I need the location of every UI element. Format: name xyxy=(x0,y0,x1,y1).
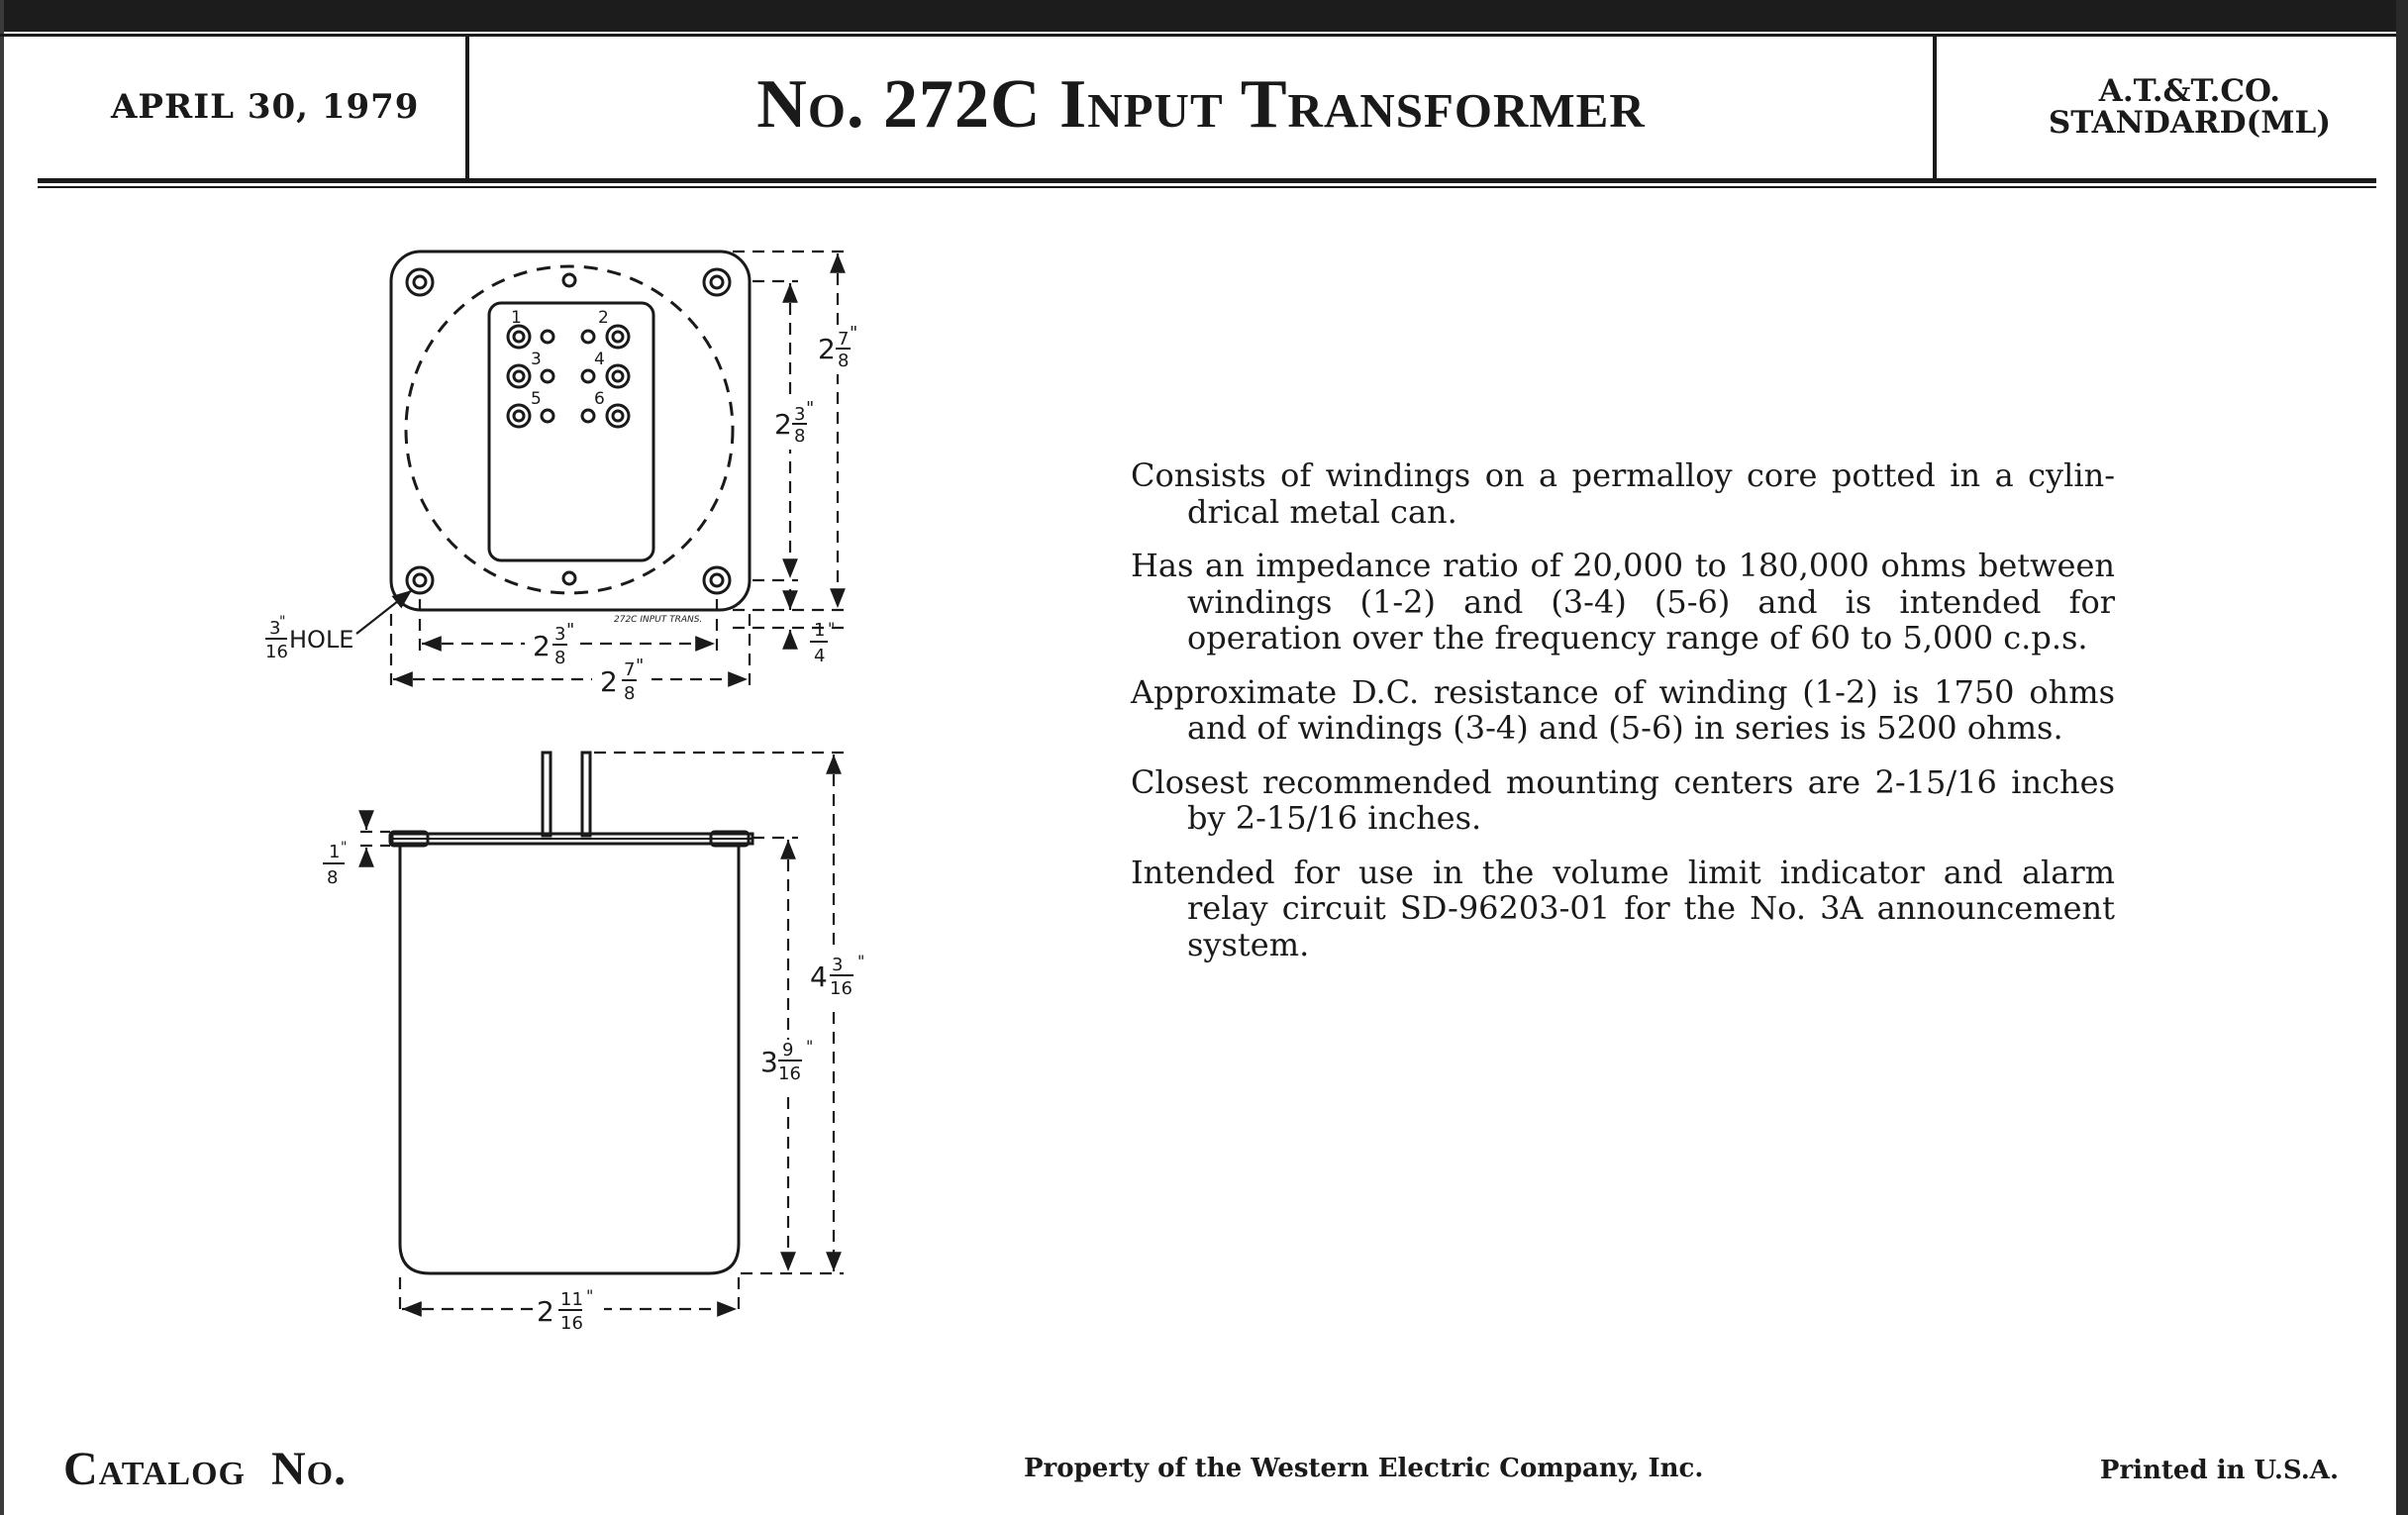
terminal-1 xyxy=(508,326,530,348)
dim-outer-height-text: 2 xyxy=(818,333,836,365)
can-body xyxy=(400,844,739,1273)
standard-line-2: STANDARD(ML) xyxy=(2048,105,2331,141)
dim-inner-width-text: 2 xyxy=(533,630,551,662)
svg-text:8: 8 xyxy=(327,867,339,888)
svg-text:3: 3 xyxy=(794,404,806,425)
svg-text:": " xyxy=(586,1286,594,1305)
can-outline-circle xyxy=(406,266,733,593)
svg-text:": " xyxy=(857,952,865,970)
terminal-2 xyxy=(607,326,629,348)
svg-text:": " xyxy=(850,323,858,344)
terminal-number: 5 xyxy=(531,389,542,409)
plate-marking: 272C INPUT TRANS. xyxy=(614,615,703,625)
catalog-word: Catalog xyxy=(63,1443,246,1495)
svg-text:": " xyxy=(341,840,348,856)
svg-text:16: 16 xyxy=(830,978,853,999)
description-paragraph: Approximate D.C. resistance of winding (1-2) is 1750 ohms and of windings (3-4) and (5-6) in series is 5200 ohms. xyxy=(1131,672,2115,747)
property-notice: Property of the Western Electric Company, Inc. xyxy=(1024,1454,1704,1483)
catalog-no: No. xyxy=(270,1443,348,1495)
svg-text:3: 3 xyxy=(832,955,844,975)
dim-outer-width-text: 2 xyxy=(600,665,618,698)
svg-text:16: 16 xyxy=(265,642,288,662)
svg-text:3: 3 xyxy=(269,618,281,639)
hole-leader xyxy=(356,590,412,634)
svg-text:4: 4 xyxy=(814,646,826,666)
terminal-6 xyxy=(607,405,629,427)
terminal-number: 3 xyxy=(531,350,542,369)
page-title: No. 272C Input Transformer xyxy=(756,66,1646,143)
description-paragraph: Consists of windings on a permalloy core potted in a cylin- drical metal can. xyxy=(1131,456,2115,531)
description-paragraph: Intended for use in the volume limit indicator and alarm relay circuit SD-96203-01 for the No. 3A announcement system. xyxy=(1131,853,2115,963)
dim-side-height-text: 4 xyxy=(810,960,828,993)
description-paragraph: Has an impedance ratio of 20,000 to 180,000 ohms between windings (1-2) and (3-4) (5-6) and is intended for operation over the frequency range of 60 to 5,000 c.p.s. xyxy=(1131,547,2115,656)
terminal-3 xyxy=(508,365,530,387)
terminal-4 xyxy=(607,365,629,387)
svg-text:3: 3 xyxy=(554,624,566,645)
terminal-post xyxy=(543,753,551,836)
center-hole xyxy=(563,274,575,286)
standard-line-1: A.T.&T.CO. xyxy=(2098,73,2281,109)
terminal-number: 4 xyxy=(594,350,605,369)
mounting-hole xyxy=(407,567,433,593)
terminal-5 xyxy=(508,405,530,427)
center-hole xyxy=(563,572,575,584)
svg-text:": " xyxy=(828,619,836,638)
issue-date: APRIL 30, 1979 xyxy=(111,87,420,127)
dim-inner-height-text: 2 xyxy=(774,408,792,441)
mounting-hole xyxy=(704,269,730,295)
svg-text:7: 7 xyxy=(624,659,636,680)
svg-text:16: 16 xyxy=(778,1063,801,1084)
svg-text:": " xyxy=(636,656,645,676)
hole-label: HOLE xyxy=(289,626,354,654)
dim-side-width-text: 2 xyxy=(537,1295,554,1328)
svg-text:8: 8 xyxy=(838,351,850,371)
svg-text:9: 9 xyxy=(782,1040,794,1060)
terminal-number: 2 xyxy=(598,308,609,328)
svg-text:16: 16 xyxy=(560,1313,583,1334)
svg-text:": " xyxy=(279,614,286,630)
svg-text:": " xyxy=(806,398,815,419)
svg-text:8: 8 xyxy=(624,683,636,704)
terminal-number: 6 xyxy=(594,389,605,409)
printed-notice: Printed in U.S.A. xyxy=(2099,1456,2339,1485)
dim-can-height-text: 3 xyxy=(760,1046,778,1078)
terminal-number: 1 xyxy=(511,308,522,328)
dim-flange-text: 1 xyxy=(814,620,826,641)
description-text xyxy=(1131,457,2115,980)
svg-text:8: 8 xyxy=(794,426,806,447)
svg-text:7: 7 xyxy=(838,329,850,350)
svg-text:11: 11 xyxy=(560,1289,583,1310)
top-view-flange xyxy=(391,252,750,610)
svg-text:": " xyxy=(566,620,575,641)
dim-lip-text: 1 xyxy=(329,842,341,862)
terminal-post xyxy=(582,753,590,836)
svg-text:8: 8 xyxy=(554,648,566,668)
svg-text:": " xyxy=(806,1037,814,1056)
mounting-hole xyxy=(704,567,730,593)
mounting-hole xyxy=(407,269,433,295)
description-paragraph: Closest recommended mounting centers are 2-15/16 inches by 2-15/16 inches. xyxy=(1131,762,2115,837)
catalog-number-label xyxy=(63,1442,347,1496)
